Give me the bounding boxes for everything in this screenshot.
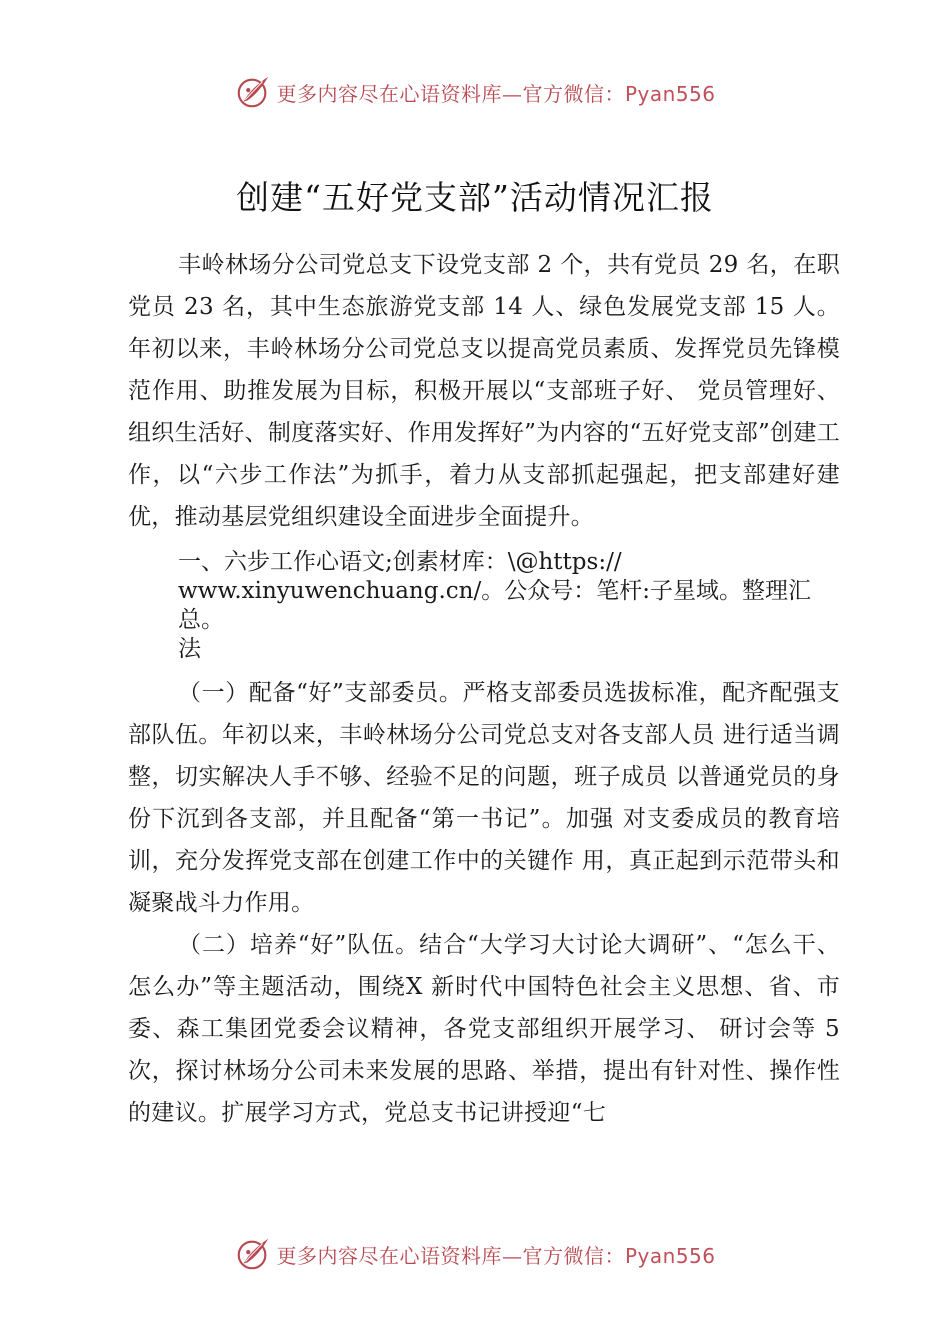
document-title: 创建“五好党支部”活动情况汇报 <box>236 178 714 217</box>
section-heading-line-1: 一、六步工作心语文;创素材库：\@https:// <box>178 549 622 575</box>
quill-logo-icon <box>234 1235 272 1273</box>
banner-text: 更多内容尽在心语资料库—官方微信：Pyan556 <box>276 81 716 106</box>
paragraph-subsection-2: （二）培养“好”队伍。结合“大学习大讨论大调研”、“怎么干、怎么办”等主题活动，围绕X 新时代中国特色社会主义思想、省、市委、森工集团党委会议精神，各党支部组织开展学习、 研讨会等 5 次，探讨林场分公司未来发展的思路、举措，提出有针对性、操作性的建议。扩展学习方式，党总支书记讲授迎“七 <box>128 932 840 1126</box>
paragraph-intro: 丰岭林场分公司党总支下设党支部 2 个，共有党员 29 名，在职党员 23 名，其中生态旅游党支部 14 人、绿色发展党支部 15 人。年初以来，丰岭林场分公司党总支以提高党员素质、发挥党员先锋模范作用、助推发展为目标，积极开展以“支部班子好、 党员管理好、组织生活好、制度落实好、作用发挥好”为内容的“五好党支部”创建工作，以“六步工作法”为抓手，着力从支部抓起强起，把支部建好建优，推动基层党组织建设全面进步全面提升。 <box>128 252 840 530</box>
section-heading-1 <box>128 548 840 664</box>
document-body <box>128 244 840 1134</box>
section-heading-line-2: www.xinyuwenchuang.cn/。公众号：笔杆:子星域。整理汇总。 <box>178 578 811 633</box>
footer-watermark-banner <box>0 1232 950 1276</box>
quill-logo-icon <box>234 73 272 111</box>
paragraph-subsection-1: （一）配备“好”支部委员。严格支部委员选拔标准，配齐配强支部队伍。年初以来，丰岭林场分公司党总支对各支部人员 进行适当调整，切实解决人手不够、经验不足的问题，班子成员 以普通党员的身份下沉到各支部，并且配备“第一书记”。加强 对支委成员的教育培训，充分发挥党支部在创建工作中的关键作 用，真正起到示范带头和凝聚战斗力作用。 <box>128 680 840 916</box>
section-heading-line-3: 法 <box>178 636 201 662</box>
banner-text: 更多内容尽在心语资料库—官方微信：Pyan556 <box>276 1243 716 1268</box>
header-watermark-banner <box>0 70 950 114</box>
